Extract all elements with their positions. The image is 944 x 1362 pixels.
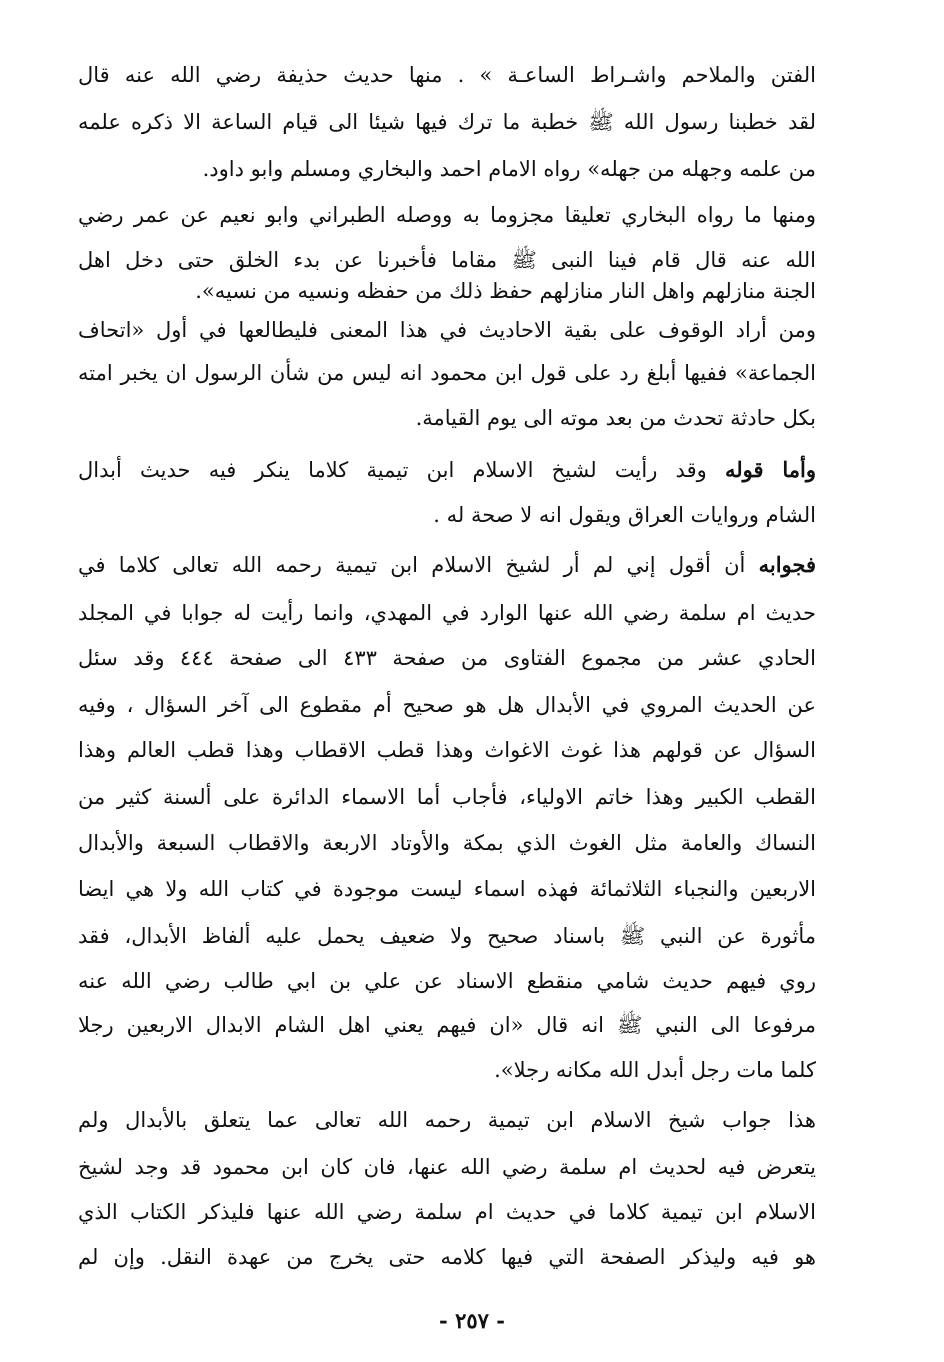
text-line: بكل حادثة تحدث من بعد موته الى يوم القيامة.: [415, 406, 816, 430]
text-line: الاربعين والنجباء الثلاثمائة فهذه اسماء ليست موجودة في كتاب الله ولا هي ايضا: [78, 877, 816, 901]
text-line: القطب الكبير وهذا خاتم الاولياء، فأجاب أما الاسماء الدائرة على ألسنة كثير من: [78, 785, 816, 809]
text-line: يتعرض فيه لحديث ام سلمة رضي الله عنها، فان كان ابن محمود قد وجد لشيخ: [78, 1155, 816, 1179]
text-line: لقد خطبنا رسول الله ﷺ خطبة ما ترك فيها شيئا الى قيام الساعة الا ذكره علمه: [78, 110, 816, 134]
text-line: الله عنه قال قام فينا النبى ﷺ مقاما فأخبرنا عن بدء الخلق حتى دخل اهل: [78, 248, 816, 272]
text-line: الفتن والملاحم واشـراط الساعـة » . منها حديث حذيفة رضي الله عنه قال: [78, 63, 816, 87]
text-line: ومنها ما رواه البخاري تعليقا مجزوما به ووصله الطبراني وابو نعيم عن عمر رضي: [78, 203, 816, 227]
page-number: - ٢٥٧ -: [439, 1308, 505, 1333]
line-text: وقد رأيت لشيخ الاسلام ابن تيمية كلاما ينكر فيه حديث أبدال: [78, 458, 707, 482]
line-text: أن أقول إني لم أر لشيخ الاسلام ابن تيمية رحمه الله تعالى كلاما في: [78, 553, 746, 577]
text-line: حديث ام سلمة رضي الله عنها الوارد في المهدي، وانما رأيت له جوابا في المجلد: [78, 601, 816, 625]
paragraph-keyword: وأما قوله: [724, 457, 816, 482]
text-line: ومن أراد الوقوف على بقية الاحاديث في هذا المعنى فليطالعها في أول «اتحاف: [78, 318, 816, 342]
text-line: الشام وروايات العراق ويقول انه لا صحة له .: [433, 503, 816, 527]
text-line: مأثورة عن النبي ﷺ باسناد صحيح ولا ضعيف يحمل عليه ألفاظ الأبدال، فقد: [78, 924, 816, 948]
text-line: هذا جواب شيخ الاسلام ابن تيمية رحمه الله تعالى عما يتعلق بالأبدال ولم: [78, 1108, 816, 1132]
text-line: مرفوعا الى النبي ﷺ انه قال «ان فيهم يعني اهل الشام الابدال الاربعين رجلا: [78, 1013, 816, 1037]
text-line: من علمه وجهله من جهله» رواه الامام احمد والبخاري ومسلم وابو داود.: [202, 157, 816, 181]
text-line: [78, 455, 816, 485]
text-line: الجماعة» ففيها أبلغ رد على قول ابن محمود انه ليس من شأن الرسول ان يخبر امته: [78, 361, 816, 385]
paragraph-keyword: فجوابه: [758, 552, 816, 577]
text-line: الجنة منازلهم واهل النار منازلهم حفظ ذلك من حفظه ونسيه من نسيه».: [195, 279, 816, 303]
text-line: كلما مات رجل أبدل الله مكانه رجلا».: [494, 1058, 816, 1082]
text-line: النساك والعامة مثل الغوث الذي بمكة والأوتاد الاربعة والاقطاب السبعة والأبدال: [78, 831, 816, 855]
text-line: عن الحديث المروي في الأبدال هل هو صحيح أم مقطوع الى آخر السؤال ، وفيه: [78, 693, 816, 717]
text-line: [78, 550, 816, 580]
text-line: روي فيهم حديث شامي منقطع الاسناد عن علي بن ابي طالب رضي الله عنه: [78, 969, 816, 993]
text-line: السؤال عن قولهم هذا غوث الاغواث وهذا قطب الاقطاب وهذا قطب العالم وهذا: [78, 738, 816, 762]
text-line: هو فيه وليذكر الصفحة التي فيها كلامه حتى يخرج من عهدة النقل. وإن لم: [78, 1245, 816, 1269]
text-line: الحادي عشر من مجموع الفتاوى من صفحة ٤٣٣ الى صفحة ٤٤٤ وقد سئل: [78, 646, 816, 670]
text-line: الاسلام ابن تيمية كلاما في حديث ام سلمة رضي الله عنها فليذكر الكتاب الذي: [78, 1200, 816, 1224]
